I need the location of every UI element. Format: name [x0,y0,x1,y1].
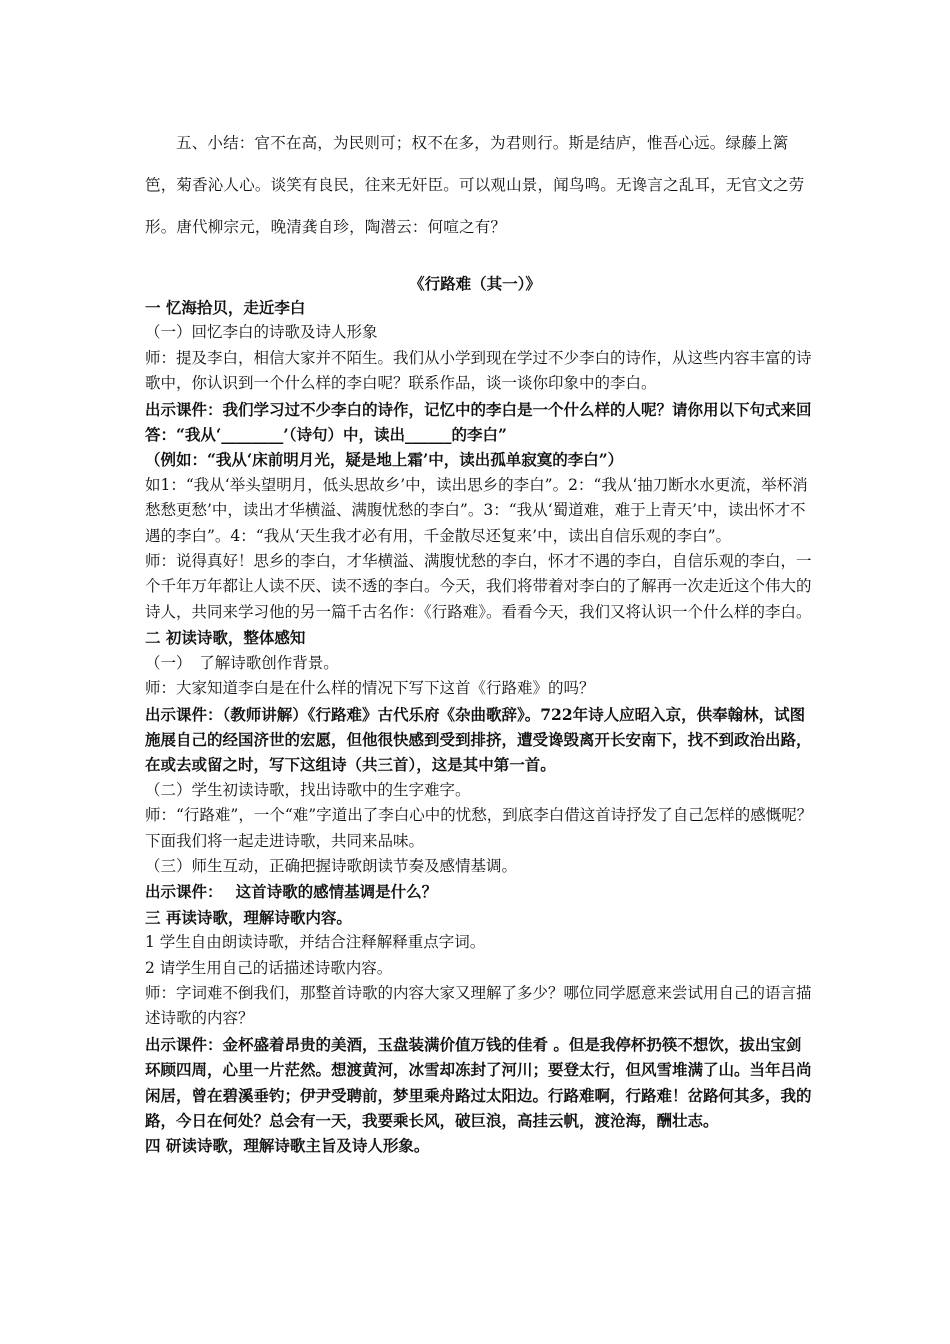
teacher-paragraph: 师：提及李白，相信大家并不陌生。我们从小学到现在学过不少李白的诗作，从这些内容丰富的诗歌中，你认识到一个什么样的李白呢？联系作品，谈一谈你印象中的李白。 [145,348,812,393]
section-heading-1: 一 忆海拾贝，走近李白 [145,298,306,317]
teacher-paragraph: 师：说得真好！思乡的李白，才华横溢、满腹忧愁的李白，怀才不遇的李白，自信乐观的李白，一个千年万年都让人读不厌、读不透的李白。今天，我们将带着对李白的了解再一次走近这个伟大的诗人，共同来学习他的另一篇千古名作：《行路难》。看看今天，我们又将认识一个什么样的李白。 [145,552,812,621]
courseware-background: 出示课件：（教师讲解）《行路难》古代乐府《杂曲歌辞》。722年诗人应昭入京，供奉翰林，试图施展自己的经国济世的宏愿，但他很快感到受到排挤，遭受谗毁离开长安南下，找不到政治出路，在或去或留之时，写下这组诗（共三首），这是其中第一首。 [145,704,812,775]
teacher-paragraph: 师：字词难不倒我们，那整首诗歌的内容大家又理解了多少？哪位同学愿意来尝试用自己的语言描述诗歌的内容？ [145,983,812,1028]
teacher-paragraph: 师：“行路难”，一个“难”字道出了李白心中的忧愁，到底李白借这首诗抒发了自己怎样的感慨呢？下面我们将一起走进诗歌，共同来品味。 [145,806,813,850]
section-heading-2: 二 初读诗歌，整体感知 [145,628,306,648]
courseware-question: 出示课件： 这首诗歌的感情基调是什么？ [145,882,438,902]
courseware-translation: 出示课件：金杯盛着昂贵的美酒，玉盘装满价值万钱的佳肴 。但是我停杯扔筷不想饮，拔出宝剑环顾四周，心里一片茫然。想渡黄河，冰雪却冻封了河川；要登太行，但风雪堆满了山。当年吕尚闲居，曾在碧溪垂钓；伊尹受聘前，梦里乘舟路过太阳边。行路难啊，行路难！岔路何其多，我的路，今日在何处？总会有一天，我要乘长风，破巨浪，高挂云帆，渡沧海，酬壮志。 [145,1034,812,1130]
summary-paragraph: 五、小结：官不在高，为民则可；权不在多，为君则行。斯是结庐，惟吾心远。绿藤上篱笆，菊香沁人心。谈笑有良民，往来无奸臣。可以观山景，闻鸟鸣。无谗言之乱耳，无官文之劳形。唐代柳宗元，晚清龚自珍，陶潜云：何喧之有？ [145,134,805,236]
example-line: （例如：“我从‘床前明月光，疑是地上霜’中，读出孤单寂寞的李白”） [145,450,624,470]
lesson-title: 《行路难（其一）》 [409,274,541,293]
step-item: 1 学生自由朗读诗歌，并结合注释解释重点字词。 [145,933,486,952]
lesson-body [145,295,813,1159]
subsection-heading: （一）回忆李白的诗歌及诗人形象 [145,323,378,342]
section-heading-4: 四 研读诗歌，理解诗歌主旨及诗人形象。 [145,1136,430,1156]
section-heading-3: 三 再读诗歌，理解诗歌内容。 [145,907,352,927]
subsection-heading: （二）学生初读诗歌，找出诗歌中的生字难字。 [145,780,471,799]
teacher-paragraph: 师：大家知道李白是在什么样的情况下写下这首《行路难》的吗？ [145,679,595,698]
subsection-heading: （一） 了解诗歌创作背景。 [145,653,339,672]
courseware-prompt: 出示课件：我们学习过不少李白的诗作，记忆中的李白是一个什么样的人呢？请你用以下句式来回答：“我从‘________’（诗句）中，读出______的李白” [145,399,812,445]
student-examples: 如1：“我从‘举头望明月，低头思故乡’中，读出思乡的李白”。2：“我从‘抽刀断水水更流，举杯消愁愁更愁’中，读出才华横溢、满腹忧愁的李白”。3：“我从‘蜀道难，难于上青天’中，读出怀才不遇的李白”。4：“我从‘天生我才必有用，千金散尽还复来’中，读出自信乐观的李白”。 [145,475,808,545]
step-item: 2 请学生用自己的话描述诗歌内容。 [145,958,393,977]
subsection-heading: （三）师生互动，正确把握诗歌朗读节奏及感情基调。 [145,856,518,875]
